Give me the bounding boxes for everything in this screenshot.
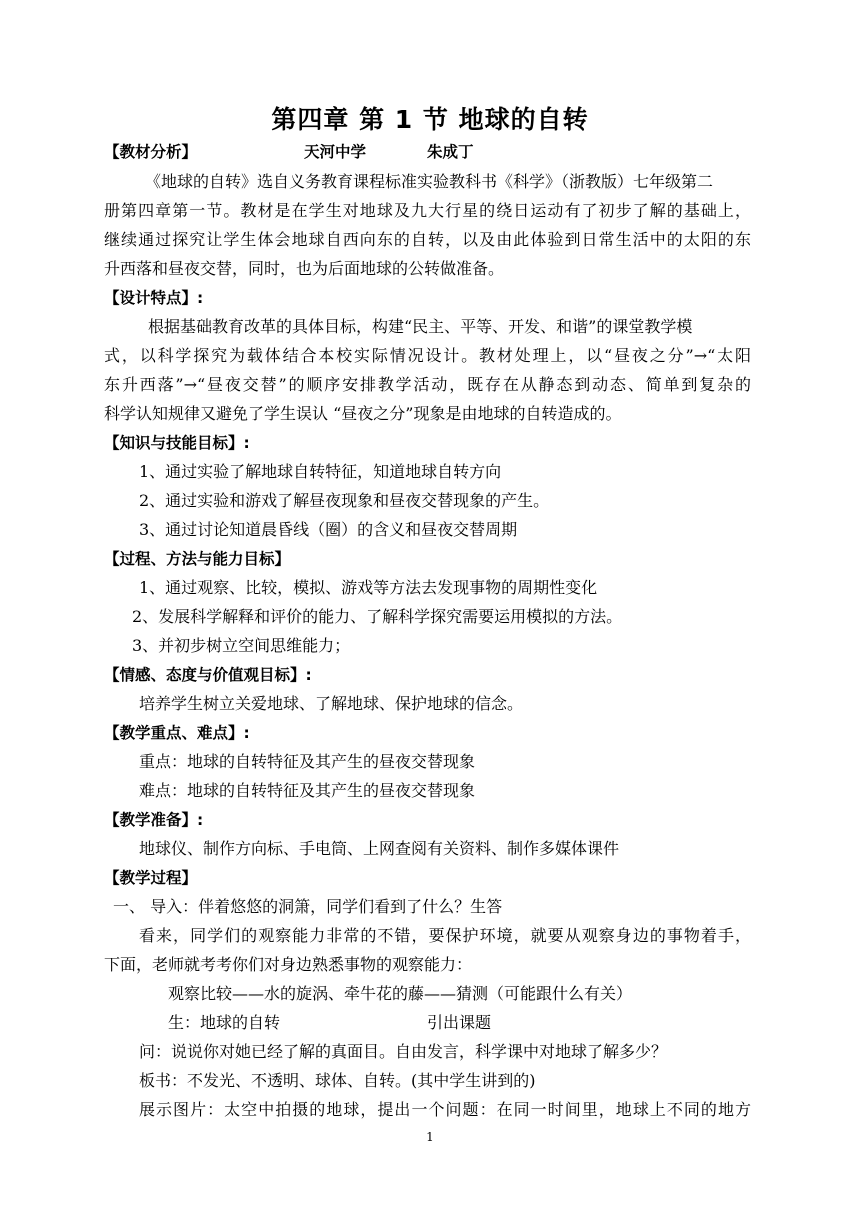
teaching-student-answer: 生：地球的自转 [168, 1013, 281, 1032]
section-heading-process: 【过程、方法与能力目标】 [104, 550, 291, 568]
emotion-text: 培养学生树立关爱地球、了解地球、保护地球的信念。 [139, 694, 524, 713]
school-name: 天河中学 [304, 143, 367, 161]
knowledge-item: 2、通过实验和游戏了解昼夜现象和昼夜交替现象的产生。 [139, 491, 550, 510]
knowledge-item: 3、通过讨论知道晨昏线（圈）的含义和昼夜交替周期 [139, 520, 518, 539]
teaching-show: 展示图片：太空中拍摄的地球，提出一个问题：在同一时间里，地球上不同的地方 [139, 1100, 751, 1119]
section-heading-prep: 【教学准备】: [104, 811, 204, 829]
section-heading-analysis: 【教材分析】 [104, 143, 198, 161]
design-line: 科学认知规律又避免了学生误认 “昼夜之分”现象是由地球的自转造成的。 [104, 404, 622, 423]
page-title: 第四章 第 1 节 地球的自转 [271, 105, 589, 134]
section-heading-design: 【设计特点】: [104, 289, 204, 307]
teaching-intro: 一、 导入：伴着悠悠的洞箫，同学们看到了什么？生答 [113, 897, 503, 916]
keypoint-difficulty: 难点：地球的自转特征及其产生的昼夜交替现象 [139, 781, 476, 800]
teaching-board: 板书：不发光、不透明、球体、自转。(其中学生讲到的) [139, 1071, 536, 1090]
design-line: 根据基础教育改革的具体目标，构建“民主、平等、开发、和谐”的课堂教学模 [148, 317, 693, 336]
design-line: 式，以科学探究为载体结合本校实际情况设计。教材处理上，以“昼夜之分”→“太阳 [104, 346, 751, 365]
page-number: 1 [426, 1130, 434, 1144]
analysis-line: 册第四章第一节。教材是在学生对地球及九大行星的绕日运动有了初步了解的基础上， [104, 201, 751, 220]
process-item: 1、通过观察、比较，模拟、游戏等方法去发现事物的周期性变化 [139, 578, 598, 597]
design-line: 东升西落”→“昼夜交替”的顺序安排教学活动，既存在从静态到动态、简单到复杂的 [104, 375, 751, 394]
process-item: 3、并初步树立空间思维能力； [132, 636, 351, 655]
teaching-paragraph: 看来，同学们的观察能力非常的不错，要保护环境，就要从观察身边的事物着手， [139, 926, 751, 945]
teaching-question: 问：说说你对她已经了解的真面目。自由发言，科学课中对地球了解多少？ [139, 1042, 668, 1061]
prep-text: 地球仪、制作方向标、手电筒、上网查阅有关资料、制作多媒体课件 [139, 839, 620, 858]
section-heading-knowledge: 【知识与技能目标】: [104, 434, 250, 452]
analysis-line: 升西落和昼夜交替，同时，也为后面地球的公转做准备。 [104, 259, 505, 278]
author-name: 朱成丁 [427, 143, 474, 161]
knowledge-item: 1、通过实验了解地球自转特征，知道地球自转方向 [139, 462, 502, 481]
section-heading-emotion: 【情感、态度与价值观目标】: [104, 666, 312, 684]
analysis-line: 继续通过探究让学生体会地球自西向东的自转，以及由此体验到日常生活中的太阳的东 [104, 230, 751, 249]
teaching-paragraph: 下面，老师就考考你们对身边熟悉事物的观察能力： [104, 955, 473, 974]
section-heading-keypoints: 【教学重点、难点】: [104, 724, 250, 742]
teaching-observe: 观察比较——水的旋涡、牵牛花的藤——猜测（可能跟什么有关） [168, 984, 633, 1003]
analysis-line: 《地球的自转》选自义务教育课程标准实验教科书《科学》（浙教版）七年级第二 [145, 172, 714, 191]
teaching-topic: 引出课题 [427, 1013, 492, 1032]
process-item: 2、发展科学解释和评价的能力、了解科学探究需要运用模拟的方法。 [132, 607, 623, 626]
keypoint-focus: 重点：地球的自转特征及其产生的昼夜交替现象 [139, 752, 476, 771]
section-heading-teaching: 【教学过程】 [104, 869, 198, 887]
